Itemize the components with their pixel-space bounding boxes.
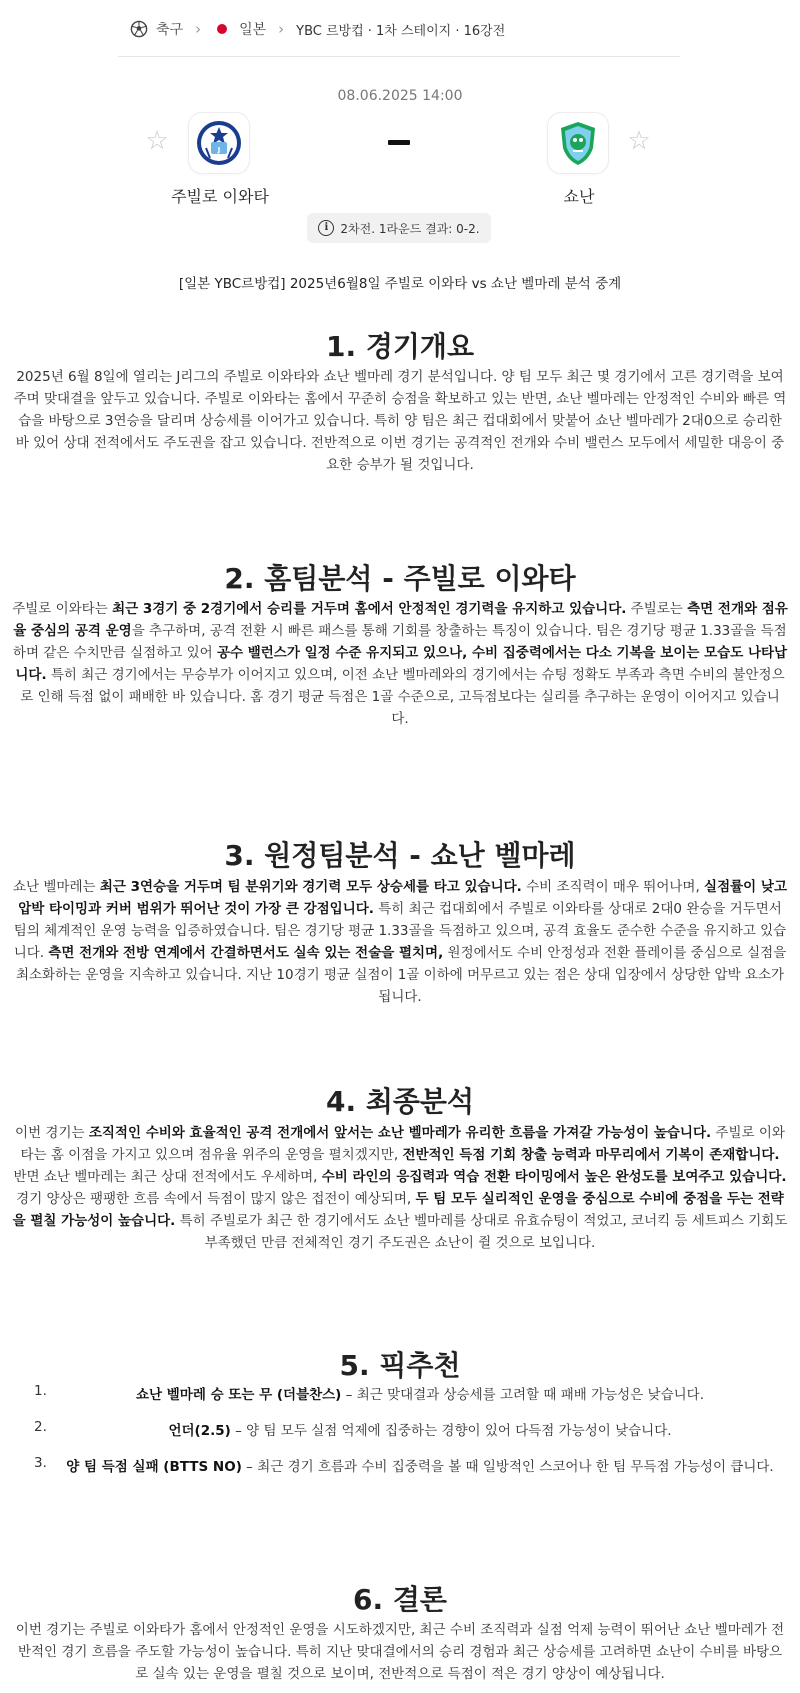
chevron-right-icon: › — [278, 20, 285, 38]
soccer-ball-icon — [130, 20, 148, 38]
section-1-title: 1. 경기개요 — [325, 330, 475, 363]
breadcrumb — [130, 14, 505, 44]
section-5-title: 5. 픽추천 — [339, 1349, 461, 1382]
pick-item: 2. 언더(2.5) – 양 팀 모두 실점 억제에 집중하는 경향이 있어 다득점 가능성이 낮습니다. — [34, 1419, 672, 1439]
favorite-away-star-icon[interactable]: ☆ — [627, 126, 651, 156]
section-4-title: 4. 최종분석 — [325, 1085, 475, 1118]
breadcrumb-sport-label: 축구 — [156, 22, 184, 38]
divider — [118, 56, 680, 57]
score-dash — [388, 140, 410, 145]
away-team-logo[interactable] — [547, 112, 609, 174]
breadcrumb-country[interactable] — [213, 19, 266, 39]
section-3-text: 쇼난 벨마레는 최근 3연승을 거두며 팀 분위기와 경기력 모두 상승세를 타고 있습니다. 수비 조직력이 매우 뛰어나며, 실점률이 낮고 압박 타이밍과 커버 범위가 뛰어난 것이 가장 큰 강점입니다. 특히 최근 컵대회에서 주빌로 이와타를 상대로 2대0 완승을 거두면서 팀의 체계적인 운영 능력을 입증하였습니다. 팀은 경기당 평균 1.33골을 득점하고 있으며, 공격 효율도 준수한 수준을 유지하고 있습니다. 측면 전개와 전방 연계에서 간결하면서도 실속 있는 전술을 펼치며, 원정에서도 수비 안정성과 전환 플레이를 중심으로 실점을 최소화하는 운영을 지속하고 있습니다. 지난 10경기 평균 실점이 1골 이하에 머무르고 있는 점은 상대 입장에서 상당한 압박 요소가 됩니다. — [12, 879, 787, 1005]
section-6-text: 이번 경기는 주빌로 이와타가 홈에서 안정적인 운영을 시도하겠지만, 최근 수비 조직력과 실점 억제 능력이 뛰어난 쇼난 벨마레가 전반적인 경기 흐름을 주도할 가능성이 높습니다. 특히 지난 맞대결에서의 승리 경험과 최근 상승세를 고려하면 쇼난이 수비를 바탕으로 실속 있는 운영을 펼칠 것으로 보이며, 전반적으로 득점이 적은 경기 양상이 예상됩니다. — [15, 1622, 785, 1682]
section-2-text: 주빌로 이와타는 최근 3경기 중 2경기에서 승리를 거두며 홈에서 안정적인 경기력을 유지하고 있습니다. 주빌로는 측면 전개와 점유율 중심의 공격 운영을 추구하며, 공격 전환 시 빠른 패스를 통해 기회를 창출하는 특징이 있습니다. 팀은 경기당 평균 1.33골을 득점하며 같은 수치만큼 실점하고 있어 공수 밸런스가 일정 수준 유지되고 있으나, 수비 집중력에서는 다소 기복을 보이는 모습도 나타납니다. 특히 최근 경기에서는 무승부가 이어지고 있으며, 이전 쇼난 벨마레와의 경기에서는 슈팅 정확도 부족과 측면 수비의 불안정으로 인해 득점 없이 패배한 바 있습니다. 홈 경기 평균 득점은 1골 수준으로, 고득점보다는 실리를 추구하는 운영이 이어지고 있습니다. — [12, 601, 788, 727]
section-2-title: 2. 홈팀분석 - 주빌로 이와타 — [224, 562, 576, 595]
match-datetime: 08.06.2025 14:00 — [337, 88, 463, 104]
breadcrumb-league[interactable]: YBC 르방컵 · 1차 스테이지 · 16강전 — [296, 23, 506, 39]
home-team-name[interactable]: 주빌로 이와타 — [171, 187, 269, 206]
breadcrumb-sport[interactable] — [130, 19, 183, 39]
info-icon: i — [318, 220, 334, 236]
pick-list — [0, 1383, 800, 1491]
away-team-name[interactable]: 쇼난 — [563, 187, 595, 206]
home-team-logo[interactable] — [188, 112, 250, 174]
match-info-pill — [307, 213, 491, 243]
jubilo-crest-icon — [194, 118, 244, 168]
section-3-title: 3. 원정팀분석 - 쇼난 벨마레 — [224, 839, 576, 872]
section-1-text: 2025년 6월 8일에 열리는 J리그의 주빌로 이와타와 쇼난 벨마레 경기 분석입니다. 양 팀 모두 최근 몇 경기에서 고른 경기력을 보여주며 맞대결을 앞두고 있습니다. 주빌로 이와타는 홈에서 꾸준히 승점을 확보하고 있는 반면, 쇼난 벨마레는 안정적인 수비와 빠른 역습을 바탕으로 3연승을 달리며 상승세를 이어가고 있습니다. 특히 양 팀은 최근 컵대회에서 맞붙어 쇼난 벨마레가 2대0으로 승리한 바 있어 상대 전적에서도 주도권을 잡고 있습니다. 전반적으로 이번 경기는 공격적인 전개와 수비 밸런스 모두에서 세밀한 대응이 중요한 승부가 될 것입니다. — [13, 369, 787, 473]
section-4-text: 이번 경기는 조직적인 수비와 효율적인 공격 전개에서 앞서는 쇼난 벨마레가 유리한 흐름을 가져갈 가능성이 높습니다. 주빌로 이와타는 홈 이점을 가지고 있으며 점유율 위주의 운영을 펼치겠지만, 전반적인 득점 기회 창출 능력과 마무리에서 기복이 존재합니다. 반면 쇼난 벨마레는 최근 상대 전적에서도 우세하며, 수비 라인의 응집력과 역습 전환 타이밍에서 높은 완성도를 보여주고 있습니다. 경기 양상은 팽팽한 흐름 속에서 득점이 많지 않은 접전이 예상되며, 두 팀 모두 실리적인 운영을 중심으로 수비에 중점을 두는 전략을 펼칠 가능성이 높습니다. 특히 주빌로가 최근 한 경기에서도 쇼난 벨마레를 상대로 유효슈팅이 적었고, 코너킥 등 세트피스 기회도 부족했던 만큼 전체적인 경기 주도권은 쇼난이 쥘 것으로 보입니다. — [12, 1125, 788, 1251]
svg-text:J: J — [217, 146, 221, 154]
article-subtitle: [일본 YBC르방컵] 2025년6월8일 주빌로 이와타 vs 쇼난 벨마레 분석 중계 — [178, 276, 622, 292]
pick-item: 1. 쇼난 벨마레 승 또는 무 (더블찬스) – 최근 맞대결과 상승세를 고려할 때 패배 가능성은 낮습니다. — [34, 1383, 705, 1403]
section-6-title: 6. 결론 — [353, 1583, 447, 1616]
breadcrumb-country-label: 일본 — [239, 22, 267, 38]
match-info-text: 2차전. 1라운드 결과: 0-2. — [340, 221, 480, 236]
favorite-home-star-icon[interactable]: ☆ — [145, 126, 169, 156]
chevron-right-icon: › — [195, 20, 202, 38]
japan-flag-icon — [213, 20, 231, 38]
pick-item: 3. 양 팀 득점 실패 (BTTS NO) – 최근 경기 흐름과 수비 집중력을 볼 때 일방적인 스코어나 한 팀 무득점 가능성이 큽니다. — [34, 1455, 774, 1475]
shonan-crest-icon — [553, 118, 603, 168]
